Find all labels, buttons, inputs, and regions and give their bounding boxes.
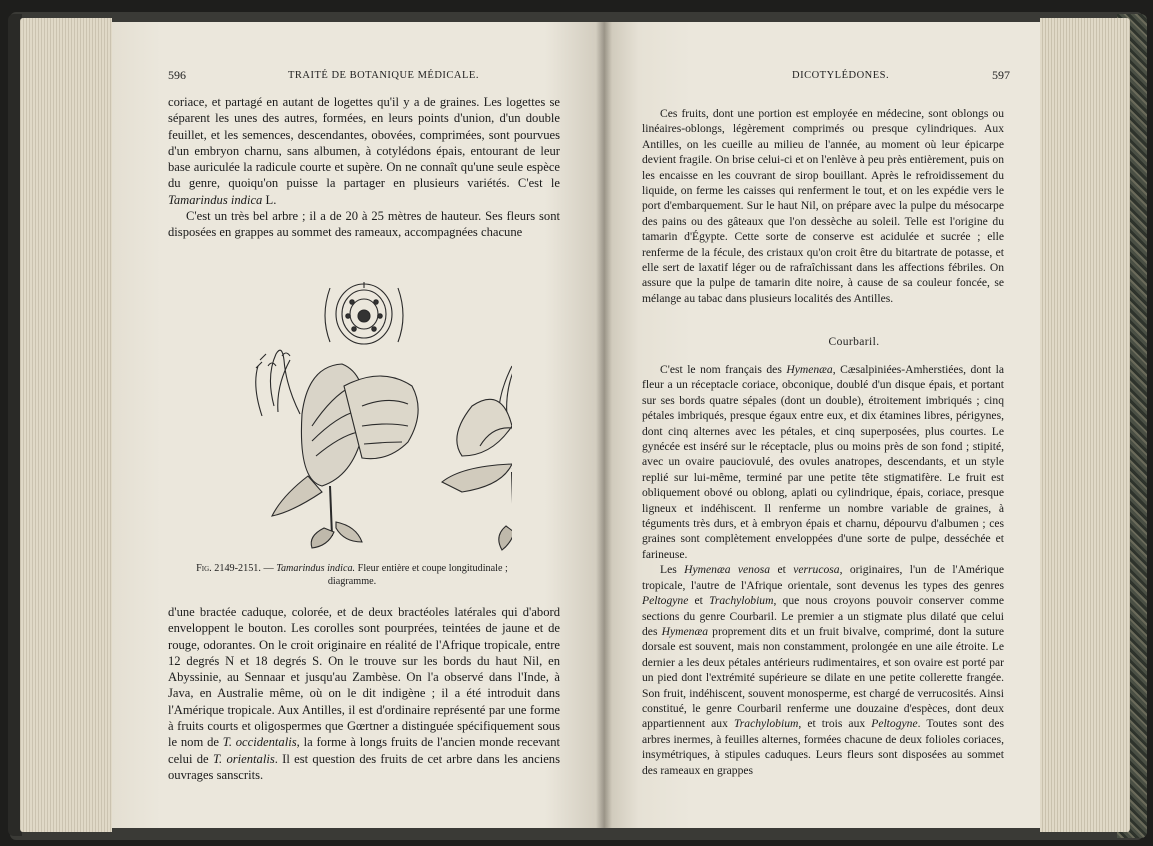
section-title: Courbaril. — [828, 336, 880, 348]
species-name: verrucosa — [793, 563, 840, 577]
species-name: T. orientalis — [212, 751, 275, 766]
floral-diagram — [325, 282, 403, 344]
paragraph — [642, 562, 1004, 778]
flower-section — [442, 350, 512, 550]
paragraph-text: , Cæsalpiniées-Amherstiées, dont la fleur a un réceptacle coriace, obconique, doublé d'un disque épais, et portant sur ses bords quatre sépales (dont un double), étroitement imbriqués ; cinq pétales imbriqués, presque égaux entre eux, et dix étamines libres, périgynes, dont cinq alternes avec les pétales, et cinq superposées, plus courtes. Le gynécée est inséré sur le réceptacle, plus ou moins près de son fond ; stipité, avec un ovaire pauciovulé, des ovules anatropes, descendants, et un style replié sur lui-même, terminé par une petite tête stigmatifère. Le fruit est obliquement obové ou oblong, aplati ou cylindrique, épais, coriace, presque ligneux et indéhiscent. Il renferme un nombre variable de graines, à téguments très durs, et à embryon épais et charnu, dépourvu d'albumen ; ces graines sont complètement enveloppées d'une sorte de pulpe, desséchée et farineuse. — [642, 363, 1004, 561]
right-text-bottom — [642, 362, 1004, 778]
left-page — [112, 22, 604, 828]
left-text-bottom — [168, 604, 560, 783]
paragraph-text: C'est le nom français des — [660, 363, 787, 376]
paragraph-text: , que nous croyons pouvoir conserver comme sections du genre Courbaril. Le premier a un stigmate plus dilaté que celui des — [642, 594, 1004, 638]
left-page-number: 596 — [168, 68, 186, 82]
genus-name: Peltogyne — [871, 717, 918, 731]
paragraph: Ces fruits, dont une portion est employée en médecine, sont oblongs ou linéaires-oblongs, légèrement comprimés ou presque cylindriques. Aux Antilles, on les cueille au milieu de l'année, au moment où leur épicarpe devient fragile. On brise celui-ci et on l'enlève à peu près entièrement, puis on les encaisse en les couvrant de sirop bouillant. Après le refroidissement du liquide, on ferme les caisses qui renferment le tout, et on les expédie vers le port d'embarquement. Sur le haut Nil, on prépare avec la pulpe du mésocarpe des pains ou des gâteaux que l'on dessèche au soleil. Telle est l'origine du tamarin d'Égypte. Cette sorte de conserve est acidulée et sucrée ; elle renferme de la fécule, des cristaux qu'on croit être du bitartrate de potasse, et elle sert de laxatif léger ou de rafraîchissant dans les affections fébriles. On assure que la pulpe de tamarin dite noire, à cause de sa couleur foncée, se mélange au tabac dans plusieurs localités des Antilles. — [642, 107, 1004, 305]
paragraph-text: , originaires, l'un de l'Amérique tropicale, l'autre de l'Afrique orientale, sont devenus les types des genres — [642, 563, 1005, 592]
paragraph-text: , la forme à longs fruits de l'ancien monde recevant celui de — [168, 735, 560, 766]
figure-caption-text: Fleur entière et coupe longitudinale ; diagramme. — [327, 563, 508, 587]
paragraph-text: coriace, et partagé en autant de logettes qu'il y a de graines. Les logettes se séparent les unes des autres, formées, en leurs points d'union, d'un double feuillet, et les semences, descendantes, obovées, comprimées, sont pourvues d'un embryon charnu, sans albumen, à cotylédons épais, entourant de leur base auriculée la radicule courte et supère. On ne connaît qu'une seule espèce du genre, quoiqu'on puisse la partager en plusieurs variétés. C'est le — [168, 95, 560, 191]
paragraph — [168, 604, 560, 783]
right-text-top — [642, 106, 1004, 306]
paragraph-text: et — [770, 563, 794, 577]
botanical-figure — [212, 236, 512, 556]
book-gutter — [596, 22, 612, 828]
paragraph-text: d'une bractée caduque, colorée, et de deux bractéoles latérales qui d'abord enveloppent le bouton. Les corolles sont pourprées, teintées de jaune et de rouge, odorantes. On le croit originaire en réalité de l'Afrique tropicale, entre 12 degrés N et 18 degrés S. On le trouve sur les bords du haut Nil, en Abyssinie, au Sennaar et jusqu'au Zambèse. On l'a observé dans l'Inde, à Java, en Australie même, où on le dit indigène ; il a été introduit dans l'Amérique tropicale. Aux Antilles, il est d'ordinaire représenté par une forme à fruits courts et oligospermes que Gœrtner a distinguée spécifiquement sous le nom de — [168, 605, 560, 750]
species-name: T. occidentalis — [222, 735, 297, 750]
species-name: Hymenæa venosa — [684, 563, 771, 577]
right-page — [604, 22, 1040, 828]
genus-name: Trachylobium — [733, 717, 799, 731]
paragraph — [642, 362, 1004, 562]
genus-name: Hymenæa — [661, 624, 708, 638]
right-page-number: 597 — [992, 68, 1010, 82]
species-author: L. — [262, 192, 277, 207]
paragraph: C'est un très bel arbre ; il a de 20 à 25 mètres de hauteur. Ses fleurs sont disposées en grappes au sommet des rameaux, accompagnées chacune — [168, 209, 560, 240]
paragraph-text: . Il est question des fruits de cet arbre dans les anciens ouvrages sanscrits. — [168, 751, 560, 782]
figure-number: Fig. 2149-2151. — — [196, 563, 274, 574]
genus-name: Hymenæa — [786, 363, 833, 376]
paragraph-text: Les — [660, 563, 685, 577]
paragraph-text: , et trois aux — [798, 717, 872, 731]
whole-flower — [256, 350, 418, 548]
genus-name: Trachylobium — [709, 594, 774, 608]
left-running-head: TRAITÉ DE BOTANIQUE MÉDICALE. — [288, 70, 479, 81]
left-text-top — [168, 94, 560, 241]
page-stack-left — [20, 18, 112, 832]
genus-name: Peltogyne — [642, 594, 689, 608]
paragraph — [168, 94, 560, 208]
species-name: Tamarindus indica — [168, 192, 263, 207]
figure-species: Tamarindus indica. — [276, 563, 356, 574]
paragraph-text: proprement dits et un fruit bivalve, comprimé, dont la suture dorsale est souvent, mais non constamment, prolongée en une aile étroite. Le dernier a les deux pétales antérieurs rudimentaires, et son ovaire est porté par un pied dont l'extrémité supérieure se dilate en une petite collerette frangée. Son fruit, indéhiscent, souvent monosperme, est chargé de verrucosités. Ainsi constitué, le genre Courbaril renferme une douzaine d'espèces, dont deux appartiennent aux — [642, 624, 1004, 731]
right-running-head: DICOTYLÉDONES. — [792, 70, 890, 81]
figure-caption — [172, 562, 532, 588]
page-stack-right — [1040, 18, 1130, 832]
paragraph-text: et — [688, 594, 710, 608]
paragraph-text: . Toutes sont des arbres inermes, à feuilles alternes, formées chacune de deux folioles coriaces, insymétriques, à stipules caduques. Leurs fleurs sont disposées au sommet des rameaux en grappes — [642, 717, 1004, 777]
